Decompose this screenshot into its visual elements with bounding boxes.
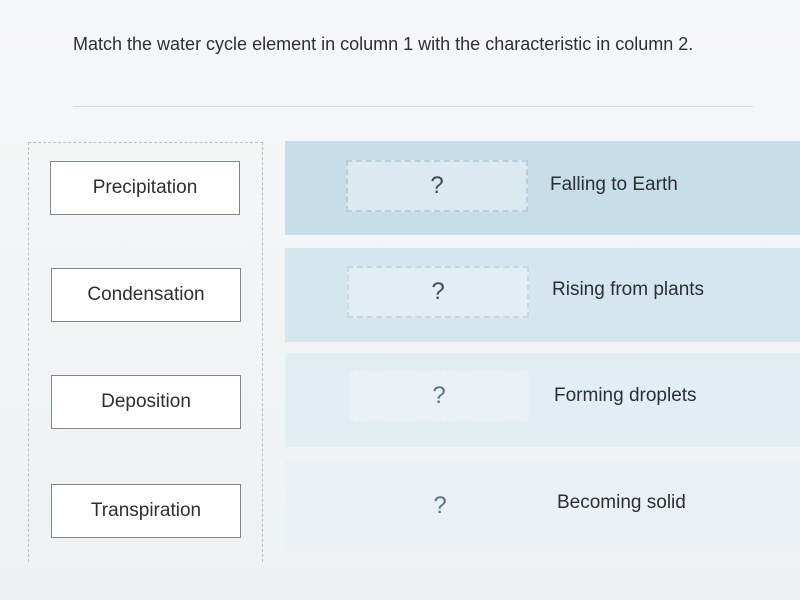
term-card-deposition[interactable]: Deposition	[51, 375, 241, 429]
question-prompt: Match the water cycle element in column 1 with the characteristic in column 2.	[73, 34, 694, 54]
drop-zone-4[interactable]	[349, 480, 531, 532]
drop-zone-1[interactable]	[346, 160, 528, 212]
characteristic-label: Rising from plants	[552, 279, 705, 300]
question-mark-placeholder: ?	[430, 172, 444, 199]
question-mark-placeholder: ?	[433, 492, 447, 519]
drop-zone-3[interactable]	[348, 370, 530, 422]
question-mark-placeholder: ?	[431, 278, 445, 305]
characteristic-label: Forming droplets	[554, 385, 697, 406]
divider	[73, 106, 753, 107]
term-card-transpiration[interactable]: Transpiration	[51, 484, 241, 538]
term-card-condensation[interactable]: Condensation	[51, 268, 241, 322]
term-card-precipitation[interactable]: Precipitation	[50, 161, 240, 215]
characteristic-label: Becoming solid	[557, 492, 686, 513]
question-mark-placeholder: ?	[432, 382, 446, 409]
drop-zone-2[interactable]	[347, 266, 529, 318]
characteristic-label: Falling to Earth	[550, 174, 678, 195]
